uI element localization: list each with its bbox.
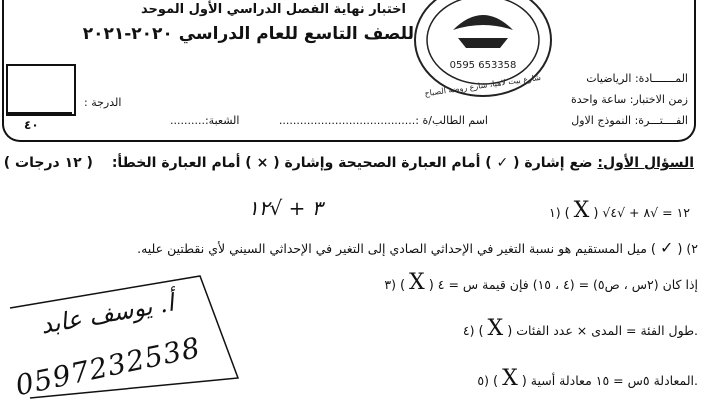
item-2: ٢) ( ✓ ) ميل المستقيم هو نسبة التغير في الإحداثي الصادي إلى التغير في الإحداثي السيني لأي نقطتين عليه. xyxy=(137,238,698,257)
item-mark: X xyxy=(502,366,518,391)
stamp-phone: 0595 653358 xyxy=(449,60,517,71)
handwritten-phone: 0597232538 xyxy=(12,330,204,403)
item-mark: X xyxy=(573,198,590,223)
item-mark: X xyxy=(487,316,504,341)
period-field: الفــــتـــرة: النموذج الاول xyxy=(571,114,688,127)
item-text: إذا كان (٢س ، ص٥) = (٤ ، ١٥) فإن قيمة س = ٤ xyxy=(437,277,698,292)
school-stamp xyxy=(408,0,558,100)
item-1-handwritten-answer: ٣ + √١٢ xyxy=(248,196,323,220)
subject-field: المـــــــادة: الرياضيات xyxy=(586,72,688,85)
grade-divider xyxy=(6,112,72,114)
exam-subtitle: للصف التاسع للعام الدراسي ٢٠٢٠-٢٠٢١ xyxy=(82,24,414,44)
item-number: ٤) xyxy=(462,323,475,338)
grade-box xyxy=(6,64,76,116)
item-mark: ✓ xyxy=(659,238,674,257)
item-number: ٣) xyxy=(384,277,396,292)
section-field: الشعبة:.......... xyxy=(170,114,240,127)
grade-label: الدرجة : xyxy=(84,96,122,109)
total-score: ٤٠ xyxy=(24,118,39,132)
exam-title: اختبار نهاية الفصل الدراسي الأول الموحد xyxy=(141,2,406,17)
item-text: المعادلة ٥س = ١٥ معادلة أسية. xyxy=(530,373,698,388)
question-heading xyxy=(4,155,694,171)
stamp-caption: شارع بيت لاهيا، شارع روضة الصباح xyxy=(423,72,542,99)
item-1: ١) ( X ) √١٢ = √٨ + √٤ xyxy=(549,198,690,223)
item-number: ٢) xyxy=(686,241,698,256)
item-text: طول الفئة = المدى × عدد الفئات. xyxy=(516,323,698,338)
question-instruction: ضع إشارة ( ✓ ) أمام العبارة الصحيحة وإشارة ( × ) أمام العبارة الخطأ: xyxy=(111,155,593,171)
handwritten-name: أ. يوسف عابد xyxy=(38,288,176,340)
item-4: ٤) ( X ) طول الفئة = المدى × عدد الفئات. xyxy=(462,316,698,341)
item-mark: X xyxy=(409,270,425,295)
item-number: ٥) xyxy=(477,373,490,388)
student-name-field: اسم الطالب/ة :....................................... xyxy=(278,114,488,127)
item-number: ١) xyxy=(549,205,561,220)
item-5: ٥) ( X ) المعادلة ٥س = ١٥ معادلة أسية. xyxy=(477,366,698,391)
item-text: √١٢ = √٨ + √٤ xyxy=(602,205,690,220)
item-3: ٣) ( X ) إذا كان (٢س ، ص٥) = (٤ ، ١٥) فإن قيمة س = ٤ xyxy=(384,270,698,295)
question-number: السؤال الأول: xyxy=(597,155,694,171)
item-text: ميل المستقيم هو نسبة التغير في الإحداثي الصادي إلى التغير في الإحداثي السيني لأي نقطتين عليه. xyxy=(137,241,647,256)
duration-field: زمن الاختبار: ساعة واحدة xyxy=(571,93,688,106)
question-points: ( ١٢ درجات ) xyxy=(3,155,93,171)
